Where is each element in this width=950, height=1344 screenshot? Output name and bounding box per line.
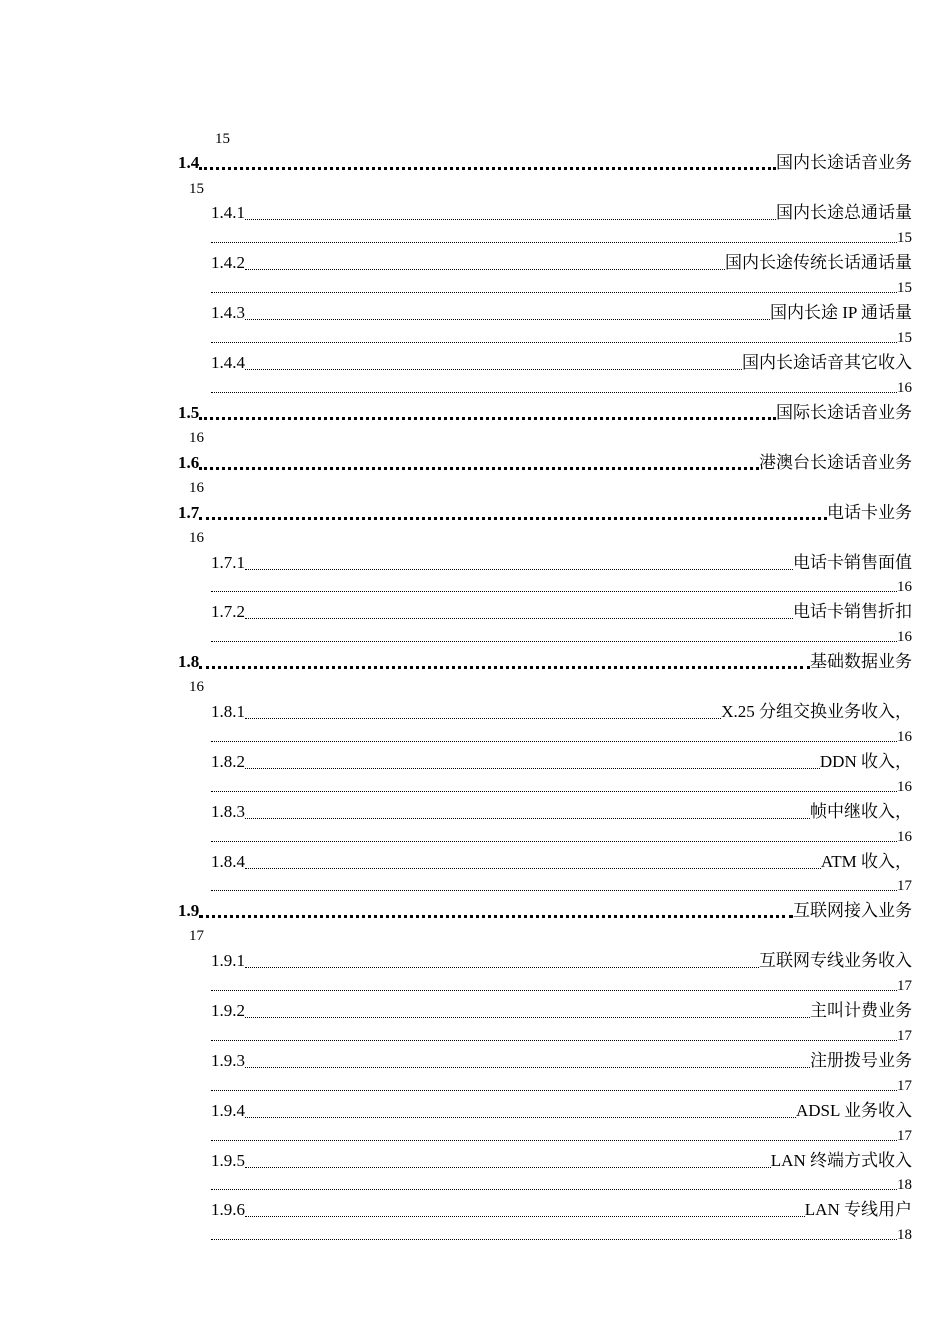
toc-entry-title: 互联网专线业务收入 bbox=[759, 951, 912, 970]
toc-page-number: 16 bbox=[897, 829, 912, 845]
dot-leader bbox=[199, 149, 776, 170]
toc-entry-level1[interactable] bbox=[178, 152, 912, 174]
dot-leader bbox=[245, 351, 742, 370]
dot-leader bbox=[199, 449, 759, 470]
toc-entry-title: ATM 收入， bbox=[820, 852, 912, 871]
toc-page-number: 16 bbox=[189, 679, 204, 695]
toc-page-leader bbox=[211, 1078, 912, 1094]
toc-entry-title: 电话卡销售折扣 bbox=[793, 602, 912, 621]
toc-page-leader bbox=[211, 1177, 912, 1193]
dot-leader bbox=[245, 551, 793, 570]
toc-entry-level2[interactable] bbox=[211, 1000, 912, 1022]
toc-entry-level2[interactable] bbox=[211, 1050, 912, 1072]
toc-entry-number: 1.4.1 bbox=[211, 203, 245, 222]
toc-entry-level2[interactable] bbox=[211, 801, 912, 823]
toc-entry-number: 1.9.6 bbox=[211, 1200, 245, 1219]
toc-page-leader bbox=[211, 829, 912, 845]
toc-page-leader bbox=[211, 579, 912, 595]
dot-leader bbox=[211, 878, 897, 891]
toc-entry-level2[interactable] bbox=[211, 352, 912, 374]
toc-entry-title: 主叫计费业务 bbox=[810, 1001, 912, 1020]
toc-entry-level2[interactable] bbox=[211, 252, 912, 274]
toc-entry-level1[interactable] bbox=[178, 502, 912, 524]
toc-entry-number: 1.4 bbox=[178, 153, 200, 172]
toc-entry-title: LAN 终端方式收入 bbox=[770, 1151, 912, 1170]
toc-entry-title: 国内长途 IP 通话量 bbox=[770, 303, 912, 322]
toc-entry-level2[interactable] bbox=[211, 552, 912, 574]
toc-entry-title: X.25 分组交换业务收入， bbox=[721, 702, 912, 721]
dot-leader bbox=[245, 1198, 805, 1217]
dot-leader bbox=[245, 600, 793, 619]
toc-entry-number: 1.7.1 bbox=[211, 553, 245, 572]
toc-entry-number: 1.5 bbox=[178, 403, 200, 422]
toc-entry-title: 电话卡销售面值 bbox=[793, 553, 912, 572]
toc-page-number: 16 bbox=[897, 579, 912, 595]
toc-page-leader bbox=[211, 978, 912, 994]
dot-leader bbox=[211, 1128, 897, 1141]
toc-entry-title: 互联网接入业务 bbox=[793, 901, 912, 920]
dot-leader bbox=[211, 829, 897, 842]
dot-leader bbox=[211, 579, 897, 592]
toc-page-leader bbox=[211, 330, 912, 346]
toc-entry-number: 1.4.3 bbox=[211, 303, 245, 322]
dot-leader bbox=[245, 949, 759, 968]
dot-leader bbox=[211, 1177, 897, 1190]
dot-leader bbox=[211, 230, 897, 243]
dot-leader bbox=[211, 729, 897, 742]
toc-page-leader bbox=[211, 1028, 912, 1044]
toc-page-number: 16 bbox=[897, 380, 912, 396]
toc-entry-number: 1.8.1 bbox=[211, 702, 245, 721]
toc-entry-level2[interactable] bbox=[211, 751, 912, 773]
toc-entry-level1[interactable] bbox=[178, 900, 912, 922]
toc-entry-level2[interactable] bbox=[211, 302, 912, 324]
toc-entry-number: 1.7 bbox=[178, 503, 200, 522]
dot-leader bbox=[211, 280, 897, 293]
dot-leader bbox=[211, 380, 897, 393]
toc-entry-title: 国内长途话音业务 bbox=[776, 153, 912, 172]
toc-entry-level2[interactable] bbox=[211, 950, 912, 972]
toc-page-leader bbox=[211, 629, 912, 645]
toc-page-number: 18 bbox=[897, 1177, 912, 1193]
toc-entry-title: LAN 专线用户 bbox=[804, 1200, 912, 1219]
toc-page-number: 15 bbox=[897, 280, 912, 296]
dot-leader bbox=[245, 800, 810, 819]
toc-page-number: 15 bbox=[215, 131, 230, 147]
toc-entry-number: 1.9.3 bbox=[211, 1051, 245, 1070]
toc-page-number: 15 bbox=[897, 330, 912, 346]
toc-page-number: 16 bbox=[189, 430, 204, 446]
dot-leader bbox=[211, 1078, 897, 1091]
toc-entry-title: 国内长途话音其它收入 bbox=[742, 353, 912, 372]
toc-page-number: 17 bbox=[897, 878, 912, 894]
dot-leader bbox=[211, 629, 897, 642]
toc-page-number: 16 bbox=[189, 480, 204, 496]
dot-leader bbox=[199, 399, 776, 420]
toc-entry-number: 1.7.2 bbox=[211, 602, 245, 621]
toc-entry-number: 1.8 bbox=[178, 652, 200, 671]
dot-leader bbox=[245, 700, 721, 719]
toc-entry-level1[interactable] bbox=[178, 402, 912, 424]
toc-page-number: 17 bbox=[897, 1128, 912, 1144]
toc-entry-number: 1.8.4 bbox=[211, 852, 245, 871]
toc-entry-level1[interactable] bbox=[178, 651, 912, 673]
dot-leader bbox=[211, 1028, 897, 1041]
toc-entry-title: ADSL 业务收入 bbox=[795, 1101, 912, 1120]
toc-page-number: 17 bbox=[189, 928, 204, 944]
toc-entry-number: 1.4.2 bbox=[211, 253, 245, 272]
toc-page-number: 17 bbox=[897, 1028, 912, 1044]
toc-entry-number: 1.9.2 bbox=[211, 1001, 245, 1020]
toc-entry-number: 1.9 bbox=[178, 901, 200, 920]
dot-leader bbox=[245, 301, 770, 320]
dot-leader bbox=[245, 1049, 810, 1068]
toc-page-number: 17 bbox=[897, 978, 912, 994]
toc-entry-level2[interactable] bbox=[211, 202, 912, 224]
toc-page-leader bbox=[211, 1128, 912, 1144]
dot-leader bbox=[211, 978, 897, 991]
toc-entry-title: 港澳台长途话音业务 bbox=[759, 453, 912, 472]
toc-entry-level2[interactable] bbox=[211, 851, 912, 873]
toc-page-leader bbox=[211, 729, 912, 745]
dot-leader bbox=[199, 897, 793, 918]
dot-leader bbox=[211, 330, 897, 343]
dot-leader bbox=[245, 1099, 796, 1118]
toc-page-leader bbox=[211, 280, 912, 296]
toc-page-leader bbox=[211, 878, 912, 894]
toc-entry-number: 1.9.4 bbox=[211, 1101, 245, 1120]
dot-leader bbox=[199, 648, 810, 669]
dot-leader bbox=[211, 779, 897, 792]
dot-leader bbox=[245, 1149, 771, 1168]
toc-entry-level2[interactable] bbox=[211, 701, 912, 723]
dot-leader bbox=[245, 750, 820, 769]
toc-page-number: 18 bbox=[897, 1227, 912, 1243]
toc-page-leader bbox=[211, 230, 912, 246]
toc-page-number: 16 bbox=[189, 530, 204, 546]
toc-page-leader bbox=[211, 1227, 912, 1243]
toc-entry-number: 1.8.2 bbox=[211, 752, 245, 771]
toc-entry-level2[interactable] bbox=[211, 1100, 912, 1122]
toc-entry-title: DDN 收入， bbox=[819, 752, 912, 771]
toc-entry-number: 1.4.4 bbox=[211, 353, 245, 372]
toc-page-leader bbox=[211, 380, 912, 396]
toc-page-number: 16 bbox=[897, 779, 912, 795]
dot-leader bbox=[245, 201, 776, 220]
dot-leader bbox=[245, 999, 810, 1018]
toc-entry-number: 1.9.5 bbox=[211, 1151, 245, 1170]
dot-leader bbox=[199, 499, 827, 520]
dot-leader bbox=[245, 850, 821, 869]
toc-page-number: 15 bbox=[189, 181, 204, 197]
toc-page-number: 17 bbox=[897, 1078, 912, 1094]
toc-page-number: 15 bbox=[897, 230, 912, 246]
toc-entry-title: 国内长途总通话量 bbox=[776, 203, 912, 222]
toc-entry-title: 帧中继收入， bbox=[810, 802, 912, 821]
dot-leader bbox=[245, 251, 725, 270]
toc-entry-title: 电话卡业务 bbox=[827, 503, 912, 522]
toc-entry-number: 1.6 bbox=[178, 453, 200, 472]
toc-page-number: 16 bbox=[897, 729, 912, 745]
toc-entry-number: 1.9.1 bbox=[211, 951, 245, 970]
toc-entry-number: 1.8.3 bbox=[211, 802, 245, 821]
dot-leader bbox=[211, 1227, 897, 1240]
toc-page-number: 16 bbox=[897, 629, 912, 645]
toc-entry-title: 国内长途传统长话通话量 bbox=[725, 253, 912, 272]
toc-entry-title: 基础数据业务 bbox=[810, 652, 912, 671]
toc-entry-level2[interactable] bbox=[211, 601, 912, 623]
toc-page-leader bbox=[211, 779, 912, 795]
toc-entry-level2[interactable] bbox=[211, 1199, 912, 1221]
toc-entry-title: 注册拨号业务 bbox=[810, 1051, 912, 1070]
toc-entry-level2[interactable] bbox=[211, 1150, 912, 1172]
toc-entry-level1[interactable] bbox=[178, 452, 912, 474]
toc-entry-title: 国际长途话音业务 bbox=[776, 403, 912, 422]
